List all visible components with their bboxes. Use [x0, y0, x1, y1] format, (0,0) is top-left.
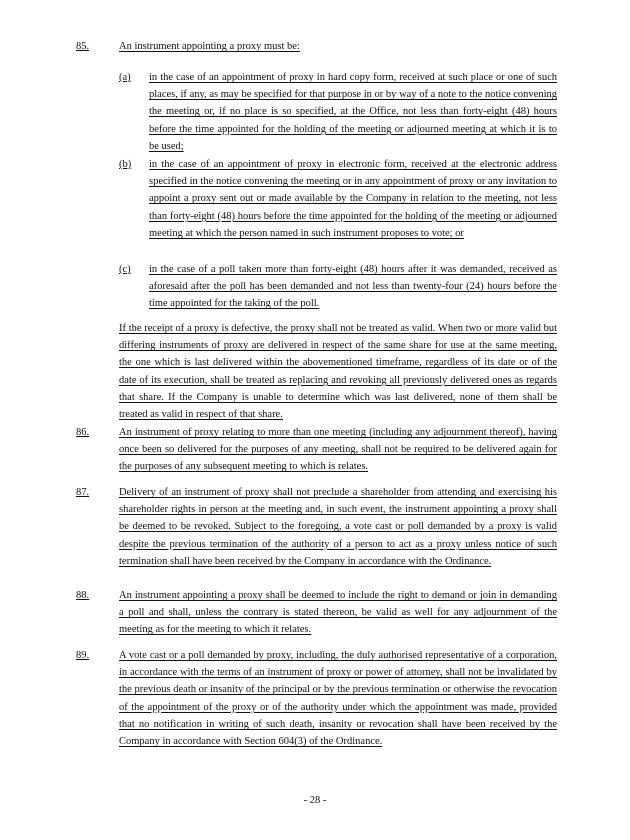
clause-number: 88.	[76, 590, 90, 601]
item-label: (b)	[119, 159, 132, 170]
item-text: in the case of an appointment of proxy in hard copy form, received at such place or one of such places, if any, as may be specified for that purpose in or by way of a note to the notice convening the meeting or, if no place is so specified, at the Office, not less than forty-eight (48) hours before the time appointed for the holding of the meeting or adjourned meeting at which it is to be used;	[149, 72, 557, 152]
item-label: (a)	[119, 72, 131, 83]
clause-text: An instrument of proxy relating to more than one meeting (including any adjournment thereof), having once been so delivered for the purposes of any meeting, shall not be required to be delivered again for the purposes of any subsequent meeting to which is relates.	[119, 427, 557, 473]
page-number: - 28 -	[303, 795, 327, 806]
clause-number: 89.	[76, 650, 90, 661]
clause-text: Delivery of an instrument of proxy shall not preclude a shareholder from attending and exercising his shareholder rights in person at the meeting and, in such event, the instrument appointing a proxy shall be deemed to be revoked. Subject to the foregoing, a vote cast or poll demanded by a proxy is valid despite the previous termination of the authority of a person to act as a proxy unless notice of such termination shall have been received by the Company in accordance with the Ordinance.	[119, 487, 557, 567]
item-text: in the case of a poll taken more than forty-eight (48) hours after it was demanded, received as aforesaid after the poll has been demanded and not less than twenty-four (24) hours before the time appointed for the taking of the poll.	[149, 264, 557, 310]
closing-text: If the receipt of a proxy is defective, the proxy shall not be treated as valid. When two or more valid but differing instruments of proxy are delivered in respect of the same share for use at the same meeting, the one which is last delivered within the abovementioned timeframe, regardless of its date or of the date of its execution, shall be treated as replacing and revoking all previously delivered ones as regards that share. If the Company is unable to determine which was last delivered, none of them shall be treated as valid in respect of that share.	[119, 323, 557, 421]
item-label: (c)	[119, 264, 131, 275]
clause-number: 85.	[76, 41, 90, 52]
clause-text: An instrument appointing a proxy shall be deemed to include the right to demand or join in demanding a poll and shall, unless the contrary is stated thereon, be valid as well for any adjournment of the meeting as for the meeting to which it relates.	[119, 590, 557, 636]
item-text: in the case of an appointment of proxy in electronic form, received at the electronic address specified in the notice convening the meeting or in any appointment of proxy or any invitation to appoint a proxy sent out or made available by the Company in relation to the meeting, not less than forty-eight (48) hours before the time appointed for the holding of the meeting or adjourned meeting at which the person named in such instrument proposes to vote; or	[149, 159, 557, 239]
clause-text: A vote cast or a poll demanded by proxy, including, the duly authorised representative of a corporation, in accordance with the terms of an instrument of proxy or power of attorney, shall not be invalidated by the previous death or insanity of the principal or by the previous termination or otherwise the revocation of the appointment of the proxy or of the authority under which the appointment was made, provided that no notification in writing of such death, insanity or revocation shall have been received by the Company in accordance with Section 604(3) of the Ordinance.	[119, 650, 557, 748]
clause-number: 87.	[76, 487, 90, 498]
clause-number: 86.	[76, 427, 90, 438]
clause-text: An instrument appointing a proxy must be:	[119, 41, 300, 52]
